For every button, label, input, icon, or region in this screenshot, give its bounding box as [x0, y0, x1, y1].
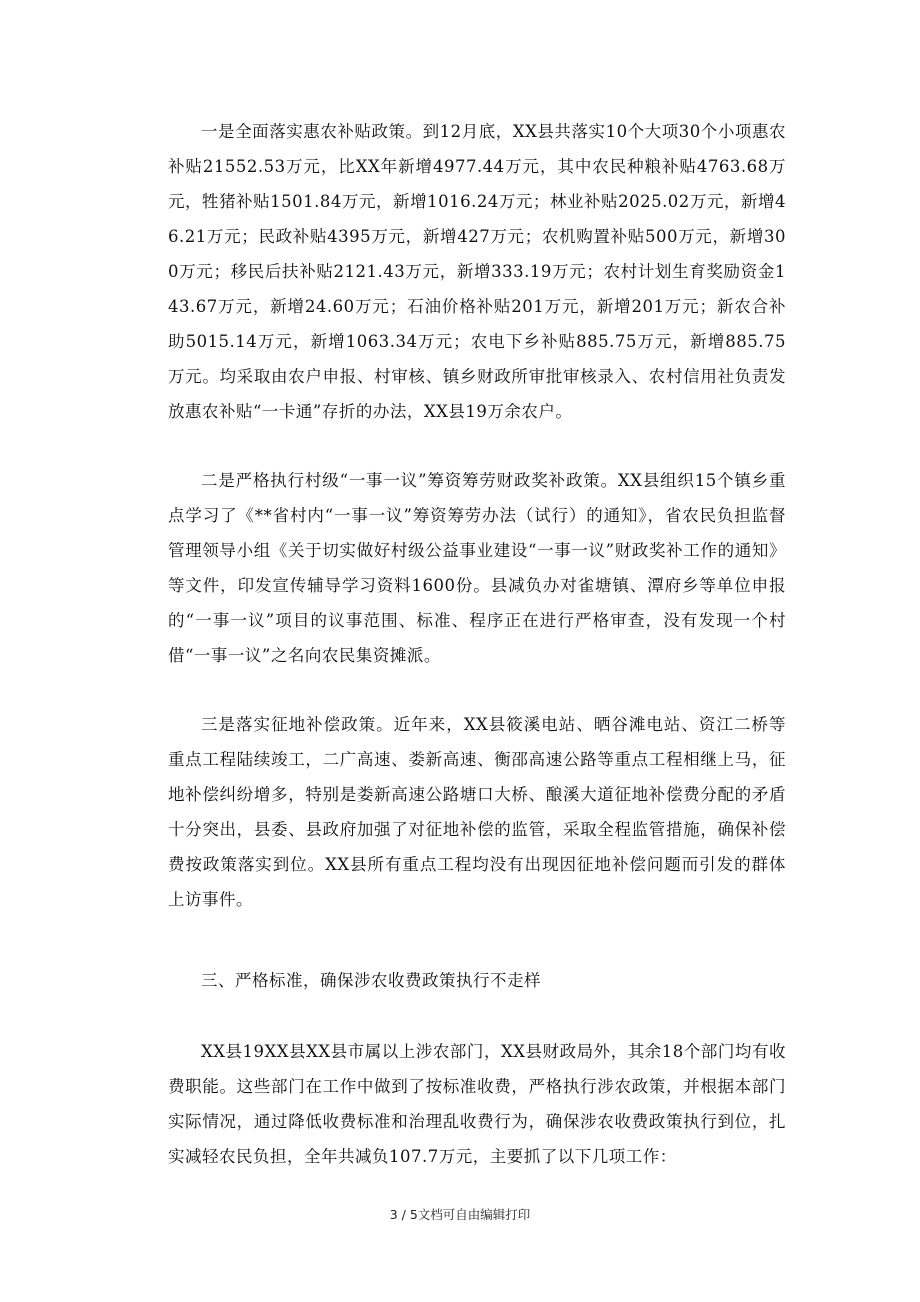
document-body — [168, 114, 786, 1174]
paragraph-one-matter-one-discussion: 二是严格执行村级“一事一议”筹资筹劳财政奖补政策。XX县组织15个镇乡重点学习了《**省村内“一事一议”筹资筹劳办法（试行）的通知》，省农民负担监督管理领导小组《关于切实做好村级公益事业建设“一事一议”财政奖补工作的通知》等文件，印发宣传辅导学习资料1600份。县减负办对雀塘镇、潭府乡等单位申报的“一事一议”项目的议事范围、标准、程序正在进行严格审查，没有发现一个村借“一事一议”之名向农民集资摊派。 — [168, 471, 786, 665]
paragraph-land-compensation: 三是落实征地补偿政策。近年来，XX县筱溪电站、晒谷滩电站、资江二桥等重点工程陆续竣工，二广高速、娄新高速、衡邵高速公路等重点工程相继上马，征地补偿纠纷增多，特别是娄新高速公路塘口大桥、酿溪大道征地补偿费分配的矛盾十分突出，县委、县政府加强了对征地补偿的监管，采取全程监管措施，确保补偿费按政策落实到位。XX县所有重点工程均没有出现因征地补偿问题而引发的群体上访事件。 — [168, 715, 786, 909]
paragraph-fee-departments: XX县19XX县XX县市属以上涉农部门，XX县财政局外，其余18个部门均有收费职能。这些部门在工作中做到了按标准收费，严格执行涉农政策，并根据本部门实际情况，通过降低收费标准和治理乱收费行为，确保涉农收费政策执行到位，扎实减轻农民负担，全年共减负107.7万元，主要抓了以下几项工作： — [168, 1042, 786, 1166]
page-footer: 3 / 5文档可自由编辑打印 — [389, 1207, 531, 1222]
section-heading: 三、严格标准，确保涉农收费政策执行不走样 — [201, 971, 541, 990]
paragraph-subsidy-policy: 一是全面落实惠农补贴政策。到12月底，XX县共落实10个大项30个小项惠农补贴21552.53万元，比XX年新增4977.44万元，其中农民种粮补贴4763.68万元，牲猪补贴1501.84万元，新增1016.24万元；林业补贴2025.02万元，新增46.21万元；民政补贴4395万元，新增427万元；农机购置补贴500万元，新增300万元；移民后扶补贴2121.43万元，新增333.19万元；农村计划生育奖励资金143.67万元，新增24.60万元；石油价格补贴201万元，新增201万元；新农合补助5015.14万元，新增1063.34万元；农电下乡补贴885.75万元，新增885.75万元。均采取由农户申报、村审核、镇乡财政所审批审核录入、农村信用社负责发放惠农补贴“一卡通”存折的办法，XX县19万余农户。 — [168, 122, 786, 421]
